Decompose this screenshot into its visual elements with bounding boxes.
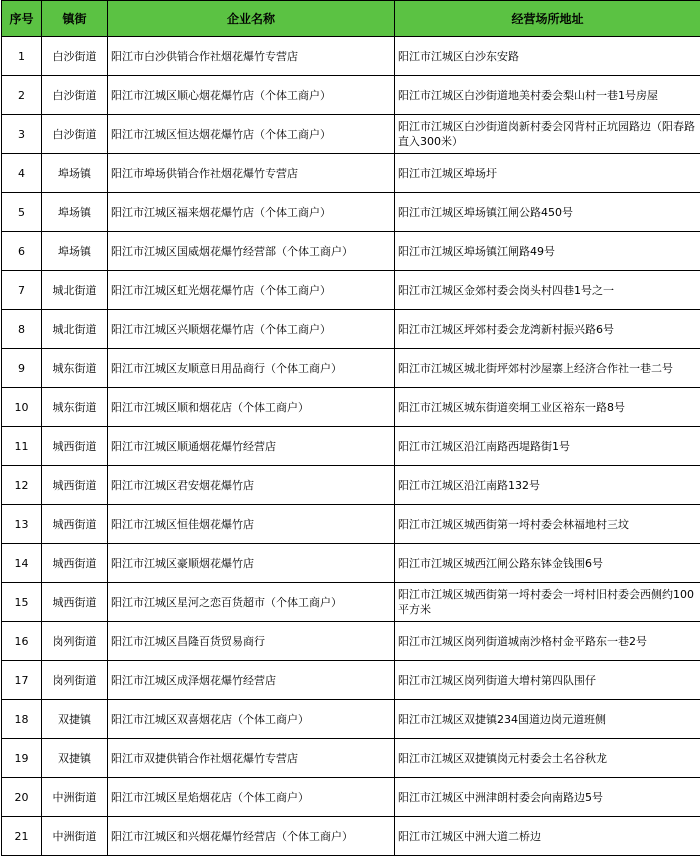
cell-index: 3 [2,115,42,154]
cell-address: 阳江市江城区城西江闸公路东钵金钱围6号 [395,544,700,583]
table-row [2,388,700,427]
cell-address: 阳江市江城区岗列街道城南沙格村金平路东一巷2号 [395,622,700,661]
cell-index: 9 [2,349,42,388]
cell-index: 8 [2,310,42,349]
cell-index: 17 [2,661,42,700]
cell-address: 阳江市江城区沿江南路132号 [395,466,700,505]
cell-town: 双捷镇 [42,739,108,778]
cell-index: 21 [2,817,42,856]
cell-town: 白沙街道 [42,115,108,154]
cell-town: 埠场镇 [42,193,108,232]
cell-company-name: 阳江市江城区成泽烟花爆竹经营店 [108,661,395,700]
table-row [2,583,700,622]
cell-index: 19 [2,739,42,778]
table-row [2,154,700,193]
cell-company-name: 阳江市江城区恒达烟花爆竹店（个体工商户） [108,115,395,154]
cell-address: 阳江市江城区中洲大道二桥边 [395,817,700,856]
cell-town: 城西街道 [42,505,108,544]
cell-index: 10 [2,388,42,427]
cell-company-name: 阳江市江城区顺心烟花爆竹店（个体工商户） [108,76,395,115]
table-row [2,466,700,505]
table-row [2,778,700,817]
cell-address: 阳江市江城区坪郊村委会龙湾新村振兴路6号 [395,310,700,349]
cell-index: 1 [2,37,42,76]
table-row [2,817,700,856]
cell-company-name: 阳江市江城区顺通烟花爆竹经营店 [108,427,395,466]
table-row [2,310,700,349]
cell-address: 阳江市江城区白沙街道岗新村委会冈背村正坑园路边（阳春路直入300米） [395,115,700,154]
table-row [2,427,700,466]
table-row [2,271,700,310]
cell-company-name: 阳江市江城区星焰烟花店（个体工商户） [108,778,395,817]
cell-company-name: 阳江市江城区和兴烟花爆竹经营店（个体工商户） [108,817,395,856]
table-row [2,76,700,115]
cell-company-name: 阳江市双捷供销合作社烟花爆竹专营店 [108,739,395,778]
cell-town: 城西街道 [42,466,108,505]
cell-company-name: 阳江市江城区豪顺烟花爆竹店 [108,544,395,583]
cell-company-name: 阳江市江城区恒佳烟花爆竹店 [108,505,395,544]
table-row [2,505,700,544]
table-row [2,193,700,232]
cell-company-name: 阳江市埠场供销合作社烟花爆竹专营店 [108,154,395,193]
fireworks-store-table [1,0,700,856]
cell-company-name: 阳江市江城区福来烟花爆竹店（个体工商户） [108,193,395,232]
cell-town: 城西街道 [42,583,108,622]
cell-town: 城北街道 [42,310,108,349]
cell-index: 2 [2,76,42,115]
table-row [2,115,700,154]
cell-town: 城西街道 [42,427,108,466]
cell-company-name: 阳江市江城区昌隆百货贸易商行 [108,622,395,661]
header-row [2,1,700,37]
cell-address: 阳江市江城区白沙街道地美村委会梨山村一巷1号房屋 [395,76,700,115]
cell-town: 白沙街道 [42,37,108,76]
cell-company-name: 阳江市江城区君安烟花爆竹店 [108,466,395,505]
cell-town: 中洲街道 [42,817,108,856]
cell-address: 阳江市江城区双捷镇岗元村委会土名谷秋龙 [395,739,700,778]
table-row [2,349,700,388]
cell-index: 7 [2,271,42,310]
table-row [2,700,700,739]
cell-address: 阳江市江城区城东街道奕垌工业区裕东一路8号 [395,388,700,427]
cell-index: 20 [2,778,42,817]
table-row [2,232,700,271]
cell-town: 埠场镇 [42,232,108,271]
cell-company-name: 阳江市江城区友顺意日用品商行（个体工商户） [108,349,395,388]
cell-index: 16 [2,622,42,661]
cell-town: 双捷镇 [42,700,108,739]
cell-address: 阳江市江城区埠场镇江闸路49号 [395,232,700,271]
cell-address: 阳江市江城区埠场镇江闸公路450号 [395,193,700,232]
cell-town: 岗列街道 [42,622,108,661]
cell-index: 6 [2,232,42,271]
cell-company-name: 阳江市江城区虹光烟花爆竹店（个体工商户） [108,271,395,310]
cell-town: 城北街道 [42,271,108,310]
cell-company-name: 阳江市江城区星河之恋百货超市（个体工商户） [108,583,395,622]
cell-address: 阳江市江城区金郊村委会岗头村四巷1号之一 [395,271,700,310]
cell-address: 阳江市江城区白沙东安路 [395,37,700,76]
cell-town: 城东街道 [42,388,108,427]
cell-address: 阳江市江城区城西街第一埒村委会一埒村旧村委会西侧约100平方米 [395,583,700,622]
cell-index: 14 [2,544,42,583]
table-header [2,1,700,37]
cell-index: 13 [2,505,42,544]
header-address: 经营场所地址 [395,1,700,37]
table-row [2,544,700,583]
header-company-name: 企业名称 [108,1,395,37]
cell-index: 4 [2,154,42,193]
table-row [2,622,700,661]
cell-town: 城西街道 [42,544,108,583]
cell-index: 12 [2,466,42,505]
header-index: 序号 [2,1,42,37]
cell-company-name: 阳江市江城区顺和烟花店（个体工商户） [108,388,395,427]
cell-address: 阳江市江城区沿江南路西堤路街1号 [395,427,700,466]
header-town: 镇街 [42,1,108,37]
cell-town: 岗列街道 [42,661,108,700]
cell-address: 阳江市江城区中洲津朗村委会向南路边5号 [395,778,700,817]
cell-address: 阳江市江城区双捷镇234国道边岗元道班侧 [395,700,700,739]
table-row [2,739,700,778]
cell-company-name: 阳江市白沙供销合作社烟花爆竹专营店 [108,37,395,76]
cell-town: 城东街道 [42,349,108,388]
cell-address: 阳江市江城区埠场圩 [395,154,700,193]
table-row [2,37,700,76]
table-row [2,661,700,700]
cell-company-name: 阳江市江城区双喜烟花店（个体工商户） [108,700,395,739]
cell-town: 埠场镇 [42,154,108,193]
cell-index: 5 [2,193,42,232]
cell-address: 阳江市江城区城北街坪郊村沙屋寨上经济合作社一巷二号 [395,349,700,388]
cell-index: 11 [2,427,42,466]
cell-index: 15 [2,583,42,622]
cell-company-name: 阳江市江城区兴顺烟花爆竹店（个体工商户） [108,310,395,349]
cell-town: 白沙街道 [42,76,108,115]
cell-address: 阳江市江城区岗列街道大增村第四队围仔 [395,661,700,700]
cell-index: 18 [2,700,42,739]
cell-town: 中洲街道 [42,778,108,817]
cell-company-name: 阳江市江城区国威烟花爆竹经营部（个体工商户） [108,232,395,271]
cell-address: 阳江市江城区城西街第一埒村委会林福地村三坟 [395,505,700,544]
table-body [2,37,700,856]
